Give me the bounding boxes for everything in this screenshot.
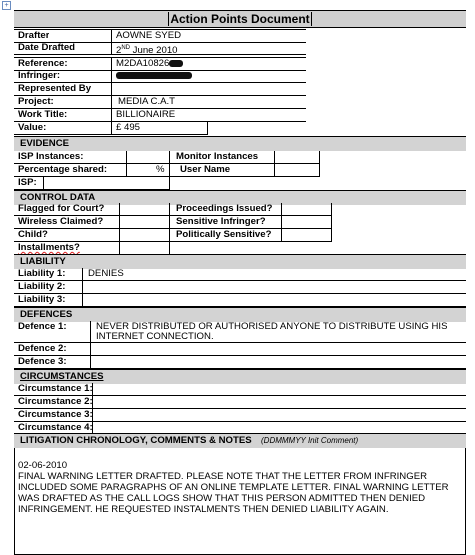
percentage-shared-label: Percentage shared: <box>18 164 108 175</box>
control-row-1 <box>14 203 331 216</box>
wireless-label: Wireless Claimed? <box>18 216 104 227</box>
liability-1-value[interactable]: DENIES <box>88 268 124 279</box>
divider <box>319 164 320 177</box>
evidence-row-3 <box>14 177 169 190</box>
liability-heading-text: LIABILITY <box>20 256 66 267</box>
circumstances-heading <box>14 369 466 384</box>
circumstance-1-label: Circumstance 1: <box>18 383 93 394</box>
defence-1-label: Defence 1: <box>18 321 67 332</box>
reference-value[interactable] <box>116 58 183 70</box>
defence-1-line-2[interactable]: INTERNET CONNECTION. <box>96 331 214 342</box>
divider <box>169 216 170 229</box>
project-row <box>14 96 306 109</box>
litigation-line-1: FINAL WARNING LETTER DRAFTED. PLEASE NOTE THAT THE LETTER FROM INFRINGER <box>18 471 428 482</box>
divider <box>119 216 120 229</box>
divider <box>111 109 112 122</box>
monitor-instances-label: Monitor Instances <box>176 151 259 162</box>
litigation-hint: (DDMMMYY Init Comment) <box>261 436 359 445</box>
divider <box>319 151 320 164</box>
reference-row <box>14 57 306 71</box>
defence-2-label: Defence 2: <box>18 343 67 354</box>
date-day: 2 <box>116 45 122 54</box>
litigation-line-4: INFRINGEMENT. HE REQUESTED INSTALMENTS THEN DENIED LIABILITY AGAIN. <box>18 504 389 515</box>
date-label: Date Drafted <box>18 42 76 53</box>
litigation-heading <box>14 433 466 448</box>
divider <box>82 268 83 281</box>
table-anchor-icon[interactable]: + <box>2 1 11 10</box>
divider <box>111 96 112 109</box>
divider <box>126 164 127 177</box>
divider <box>169 203 170 216</box>
document-title <box>14 10 466 28</box>
sensitive-label: Sensitive Infringer? <box>176 216 266 227</box>
control-row-3 <box>14 229 331 242</box>
defence-row-1 <box>14 321 466 343</box>
litigation-line-3: WAS DRAFTED AS THE CALL LOGS SHOW THAT THIS PERSON ADMITTED THEN DENIED <box>18 493 426 504</box>
divider <box>111 42 112 55</box>
divider <box>331 229 332 242</box>
project-value[interactable]: MEDIA C.A.T <box>118 96 176 107</box>
user-name-label: User Name <box>180 164 231 175</box>
date-value[interactable] <box>116 42 178 54</box>
represented-label: Represented By <box>18 83 92 94</box>
defence-row-3 <box>14 356 466 369</box>
divider <box>82 294 83 307</box>
political-label: Politically Sensitive? <box>176 229 272 240</box>
evidence-heading-text: EVIDENCE <box>20 138 70 149</box>
divider <box>90 356 91 369</box>
liability-row-1 <box>14 268 466 281</box>
infringer-label: Infringer: <box>18 70 61 81</box>
circumstance-2-label: Circumstance 2: <box>18 396 93 407</box>
circumstance-3-label: Circumstance 3: <box>18 409 93 420</box>
circumstance-4-label: Circumstance 4: <box>18 422 93 433</box>
child-label: Child? <box>18 229 48 240</box>
date-rest: June 2010 <box>130 45 178 54</box>
divider <box>92 409 93 422</box>
evidence-row-2 <box>14 164 319 177</box>
drafter-value[interactable]: AOWNE SYED <box>116 30 182 41</box>
litigation-heading-text: LITIGATION CHRONOLOGY, COMMENTS & NOTES <box>20 435 252 446</box>
divider <box>126 151 127 164</box>
proceedings-label: Proceedings Issued? <box>176 203 273 214</box>
divider <box>169 164 170 177</box>
work-label: Work Title: <box>18 109 68 120</box>
work-value[interactable]: BILLIONAIRE <box>116 109 176 120</box>
project-label: Project: <box>18 96 54 107</box>
divider <box>111 70 112 83</box>
drafter-label: Drafter <box>18 30 50 41</box>
liability-3-label: Liability 3: <box>18 294 66 305</box>
defence-row-2 <box>14 343 466 356</box>
evidence-heading <box>14 136 466 151</box>
divider <box>331 203 332 216</box>
redaction-mark <box>116 72 192 79</box>
defence-1-line-1[interactable]: NEVER DISTRIBUTED OR AUTHORISED ANYONE TO DISTRIBUTE USING HIS <box>96 321 448 332</box>
circumstance-row-2 <box>14 396 466 409</box>
divider <box>169 229 170 242</box>
drafter-row <box>14 29 306 43</box>
defences-heading-text: DEFENCES <box>20 309 73 320</box>
date-sup: ND <box>121 45 131 51</box>
divider <box>111 83 112 96</box>
divider <box>274 151 275 164</box>
value-row <box>14 122 208 135</box>
divider <box>281 203 282 216</box>
divider <box>207 122 208 135</box>
divider <box>119 229 120 242</box>
value-value[interactable]: £ 495 <box>116 122 141 133</box>
liability-row-2 <box>14 281 466 294</box>
flagged-label: Flagged for Court? <box>18 203 105 214</box>
divider <box>274 164 275 177</box>
isp-label: ISP: <box>18 177 37 188</box>
divider <box>92 383 93 396</box>
control-heading-text: CONTROL DATA <box>20 192 96 203</box>
infringer-value[interactable] <box>116 70 192 82</box>
divider <box>43 177 44 190</box>
defences-heading <box>14 307 466 322</box>
liability-1-label: Liability 1: <box>18 268 66 279</box>
divider <box>82 281 83 294</box>
litigation-line-2: INCLUDED SOME PARAGRAPHS OF AN ONLINE TEMPLATE LETTER. FINAL WARNING LETTER <box>18 482 449 493</box>
percent-sign: % <box>156 164 165 175</box>
defence-3-label: Defence 3: <box>18 356 67 367</box>
reference-label: Reference: <box>18 58 68 69</box>
litigation-date: 02-06-2010 <box>18 460 68 471</box>
redaction-mark <box>169 60 183 67</box>
circumstances-heading-text: CIRCUMSTANCES <box>20 371 104 382</box>
control-row-2 <box>14 216 331 229</box>
divider <box>119 203 120 216</box>
evidence-row-1 <box>14 151 319 164</box>
divider <box>169 151 170 164</box>
title-text: Action Points Document <box>170 12 310 26</box>
divider <box>281 216 282 229</box>
divider <box>90 321 91 343</box>
circumstance-row-1 <box>14 383 466 396</box>
installments-label: Installments? <box>18 242 80 253</box>
divider <box>92 396 93 409</box>
value-label: Value: <box>18 122 47 133</box>
reference-text: M2DA10826 <box>116 58 170 69</box>
liability-heading <box>14 254 466 269</box>
liability-row-3 <box>14 294 466 307</box>
circumstance-row-3 <box>14 409 466 422</box>
divider <box>331 216 332 229</box>
divider <box>90 343 91 356</box>
divider <box>281 229 282 242</box>
isp-instances-label: ISP Instances: <box>18 151 84 162</box>
divider <box>169 177 170 190</box>
work-row <box>14 109 306 122</box>
divider <box>111 122 112 135</box>
liability-2-label: Liability 2: <box>18 281 66 292</box>
infringer-row <box>14 70 306 83</box>
date-row <box>14 42 306 55</box>
represented-row <box>14 83 306 96</box>
